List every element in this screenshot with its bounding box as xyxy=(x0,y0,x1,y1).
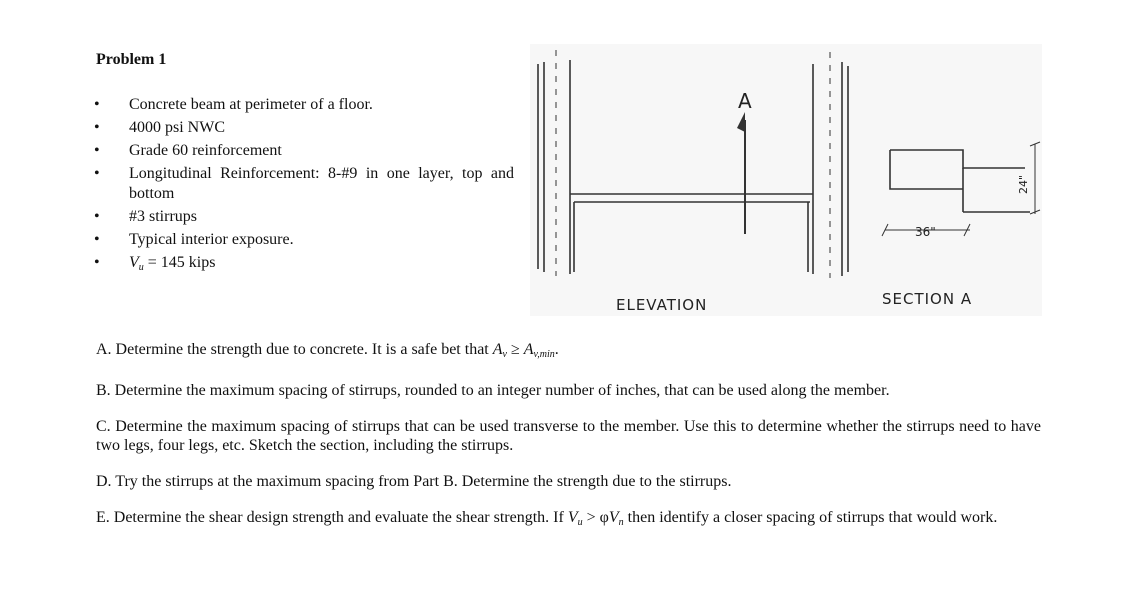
question-a xyxy=(96,340,1041,364)
list-item xyxy=(94,118,514,138)
bullet-dot: • xyxy=(94,231,100,248)
list-item xyxy=(94,141,514,161)
list-item xyxy=(94,230,514,250)
bullet-dot: • xyxy=(94,254,100,271)
av-symbol: A xyxy=(492,341,503,358)
vu-subscript: u xyxy=(138,262,144,273)
slab-outline xyxy=(890,150,963,189)
list-item xyxy=(94,253,514,278)
elevation-label: ELEVATION xyxy=(616,296,708,314)
elevation-drawing xyxy=(538,50,848,278)
problem-title: Problem 1 xyxy=(96,51,167,68)
list-item-text xyxy=(129,253,514,278)
bullet-dot: • xyxy=(94,119,100,136)
list-item-text: Typical interior exposure. xyxy=(129,231,294,248)
question-b: B. Determine the maximum spacing of stirrups, rounded to an integer number of inches, that can be used along the member. xyxy=(96,382,890,399)
bullet-dot: • xyxy=(94,142,100,159)
beam-sketch-figure xyxy=(530,44,1042,316)
bullet-dot: • xyxy=(94,165,100,182)
width-dimension-label: 36" xyxy=(915,225,936,239)
ge-symbol: ≥ xyxy=(506,341,524,358)
avmin-subscript: v,min xyxy=(533,349,555,360)
list-item-text: Longitudinal Reinforcement: 8-#9 in one layer, top and bottom xyxy=(129,165,514,202)
question-e-end: then identify a closer spacing of stirrups that would work. xyxy=(623,509,998,526)
vu-subscript: u xyxy=(577,517,583,528)
bullet-dot: • xyxy=(94,208,100,225)
list-item xyxy=(94,164,514,204)
section-mark-label: A xyxy=(738,89,752,113)
bullet-dot: • xyxy=(94,96,100,113)
vu-value: = 145 kips xyxy=(147,254,216,271)
vu-symbol: V xyxy=(567,509,578,526)
question-a-end: . xyxy=(554,341,559,358)
question-a-text: A. Determine the strength due to concrete. It is a safe bet that xyxy=(96,341,493,358)
list-item-text: #3 stirrups xyxy=(129,208,197,225)
slab-outline xyxy=(890,150,1025,168)
list-item xyxy=(94,207,514,227)
beam-sketch xyxy=(530,44,1042,316)
section-arrow-icon xyxy=(737,112,745,132)
question-c: C. Determine the maximum spacing of stirrups that can be used transverse to the member. Use this to determine whether the stirrups need to have two legs, four legs, etc. Sketch the section, including the stirrups. xyxy=(96,418,1041,454)
list-item-text: Grade 60 reinforcement xyxy=(129,142,282,159)
given-data-list xyxy=(94,95,514,281)
question-e xyxy=(96,508,1041,532)
list-item-text: 4000 psi NWC xyxy=(129,119,225,136)
question-e-start: E. Determine the shear design strength and evaluate the shear strength. If xyxy=(96,509,568,526)
question-d: D. Try the stirrups at the maximum spacing from Part B. Determine the strength due to the stirrups. xyxy=(96,473,732,490)
vu-symbol: V xyxy=(129,254,139,271)
vn-subscript: n xyxy=(618,517,624,528)
list-item xyxy=(94,95,514,115)
depth-dimension-label: 24" xyxy=(1017,174,1030,194)
questions xyxy=(96,340,1041,549)
section-a-label: SECTION A xyxy=(882,290,973,308)
question-e-mid: > φ xyxy=(582,509,609,526)
av-subscript: v xyxy=(502,349,507,360)
list-item-text: Concrete beam at perimeter of a floor. xyxy=(129,96,373,113)
vn-symbol: V xyxy=(608,509,619,526)
avmin-symbol: A xyxy=(523,341,534,358)
